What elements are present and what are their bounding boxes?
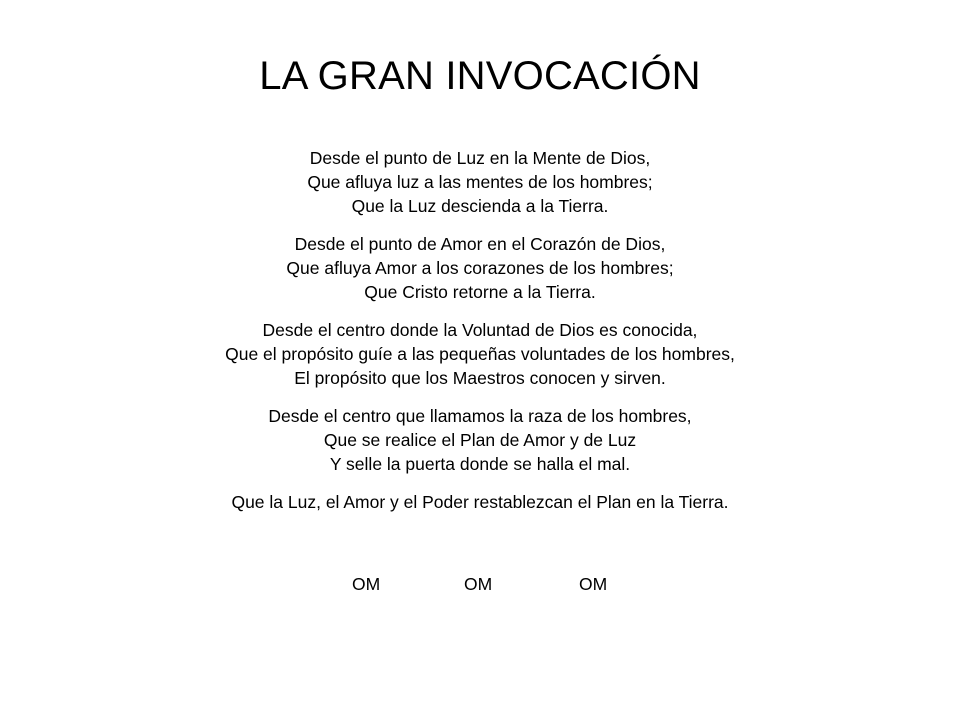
stanza-line: Desde el centro que llamamos la raza de los hombres, bbox=[268, 406, 692, 426]
stanza-line: Que el propósito guíe a las pequeñas voluntades de los hombres, bbox=[225, 344, 735, 364]
stanza-line: Que se realice el Plan de Amor y de Luz bbox=[323, 430, 637, 450]
invocation-text bbox=[0, 146, 960, 514]
om-text: OM bbox=[579, 574, 608, 594]
stanza-line: Y selle la puerta donde se halla el mal. bbox=[329, 454, 631, 474]
page-title: LA GRAN INVOCACIÓN bbox=[259, 54, 701, 98]
stanza-line: Desde el punto de Luz en la Mente de Dios, bbox=[309, 148, 651, 168]
stanza-3 bbox=[0, 318, 960, 390]
om-text: OM bbox=[352, 574, 381, 594]
stanza-1 bbox=[0, 146, 960, 218]
om-row bbox=[0, 572, 960, 596]
stanza-line: Que afluya luz a las mentes de los hombres; bbox=[307, 172, 653, 192]
stanza-line: Desde el punto de Amor en el Corazón de Dios, bbox=[294, 234, 666, 254]
stanza-line: Desde el centro donde la Voluntad de Dios es conocida, bbox=[262, 320, 698, 340]
stanza-line: Que afluya Amor a los corazones de los hombres; bbox=[286, 258, 674, 278]
om-text: OM bbox=[464, 574, 493, 594]
closing-line: Que la Luz, el Amor y el Poder restablezcan el Plan en la Tierra. bbox=[231, 492, 729, 512]
stanza-4 bbox=[0, 404, 960, 476]
stanza-line: Que Cristo retorne a la Tierra. bbox=[364, 282, 596, 302]
stanza-line: El propósito que los Maestros conocen y sirven. bbox=[294, 368, 666, 388]
stanza-line: Que la Luz descienda a la Tierra. bbox=[351, 196, 609, 216]
stanza-2 bbox=[0, 232, 960, 304]
